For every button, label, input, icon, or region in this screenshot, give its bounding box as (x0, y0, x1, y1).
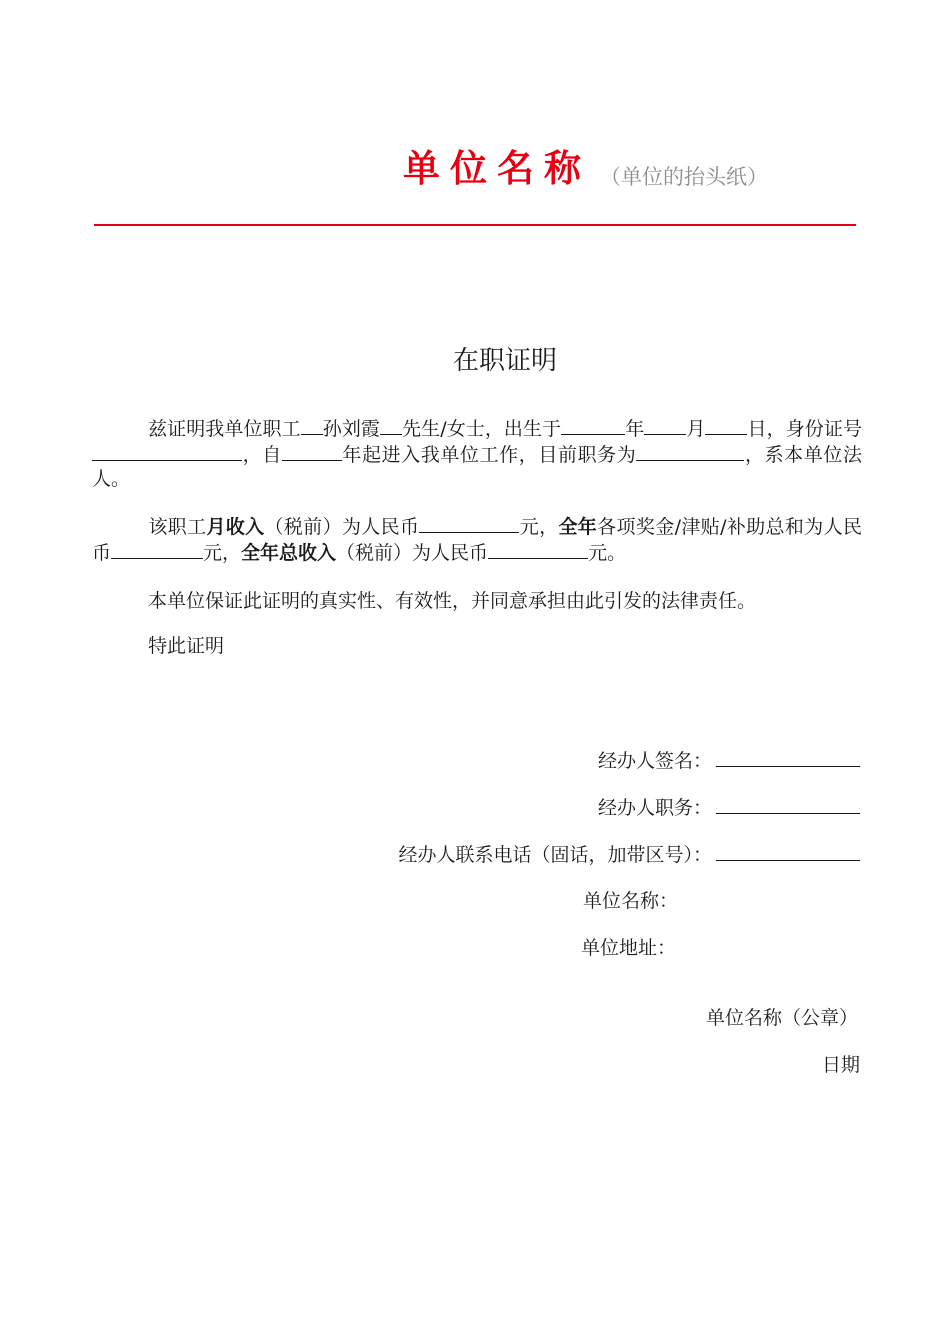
text: 元， (203, 541, 242, 564)
text: 特此证明 (148, 635, 225, 657)
bold-text: 全年 (558, 516, 598, 538)
label: 经办人签名： (597, 750, 712, 772)
unit-name-label: 单位名称： (583, 890, 679, 912)
text: （税前）为人民币 (264, 516, 420, 538)
label: 经办人职务： (597, 797, 712, 819)
blank-field[interactable] (380, 416, 402, 435)
id-number-field[interactable] (92, 442, 242, 461)
text: 年起进入我单位工作，目前职务为 (341, 443, 637, 466)
bold-text: 月收入 (206, 516, 265, 538)
company-name: 单位名称 (403, 147, 591, 190)
label: 经办人联系电话（固话，加带区号）： (398, 844, 712, 866)
job-title-field[interactable] (636, 442, 744, 461)
birth-day-field[interactable] (705, 416, 747, 435)
monthly-income-field[interactable] (419, 514, 519, 533)
start-year-field[interactable] (282, 442, 342, 461)
handler-phone-field[interactable] (716, 845, 860, 861)
paragraph-closing (92, 634, 862, 659)
unit-address-label: 单位地址： (581, 937, 677, 959)
seal-label: 单位名称（公章） (706, 1007, 859, 1029)
text: 元。 (588, 541, 627, 564)
bonus-total-field[interactable] (111, 540, 203, 559)
text: 该职工 (148, 516, 207, 538)
handler-signature-row (598, 751, 860, 771)
date-label: 日期 (822, 1054, 861, 1076)
handler-position-field[interactable] (716, 798, 860, 814)
handler-signature-field[interactable] (716, 751, 860, 767)
text: 兹证明我单位职工 (148, 418, 301, 440)
letterhead-divider (94, 224, 856, 226)
letterhead-note: （单位的抬头纸） (600, 165, 768, 189)
text: 年 (625, 418, 645, 440)
blank-field[interactable] (301, 416, 323, 435)
document-title: 在职证明 (452, 346, 557, 376)
text: 日，身份证号 (747, 418, 862, 440)
handler-position-row (598, 798, 860, 818)
handler-phone-row (398, 845, 860, 865)
paragraph-employment (92, 416, 862, 492)
text: （税前）为人民币 (336, 541, 489, 564)
text: 元， (519, 516, 559, 538)
paragraph-income (92, 514, 862, 565)
text: 本单位保证此证明的真实性、有效性，并同意承担由此引发的法律责任。 (148, 590, 757, 612)
birth-year-field[interactable] (561, 416, 625, 435)
bold-text: 全年总收入 (241, 541, 337, 564)
text: ，系本单位法人。 (92, 443, 862, 490)
paragraph-guarantee (92, 589, 862, 614)
text: 月 (686, 418, 706, 440)
annual-income-field[interactable] (488, 540, 588, 559)
text: 先生/女士，出生于 (402, 418, 562, 440)
text: ，自 (242, 443, 282, 466)
text: 各项奖金/津贴/补助总和为人民币 (92, 516, 862, 564)
birth-month-field[interactable] (644, 416, 686, 435)
employee-name: 孙刘霞 (322, 418, 380, 440)
